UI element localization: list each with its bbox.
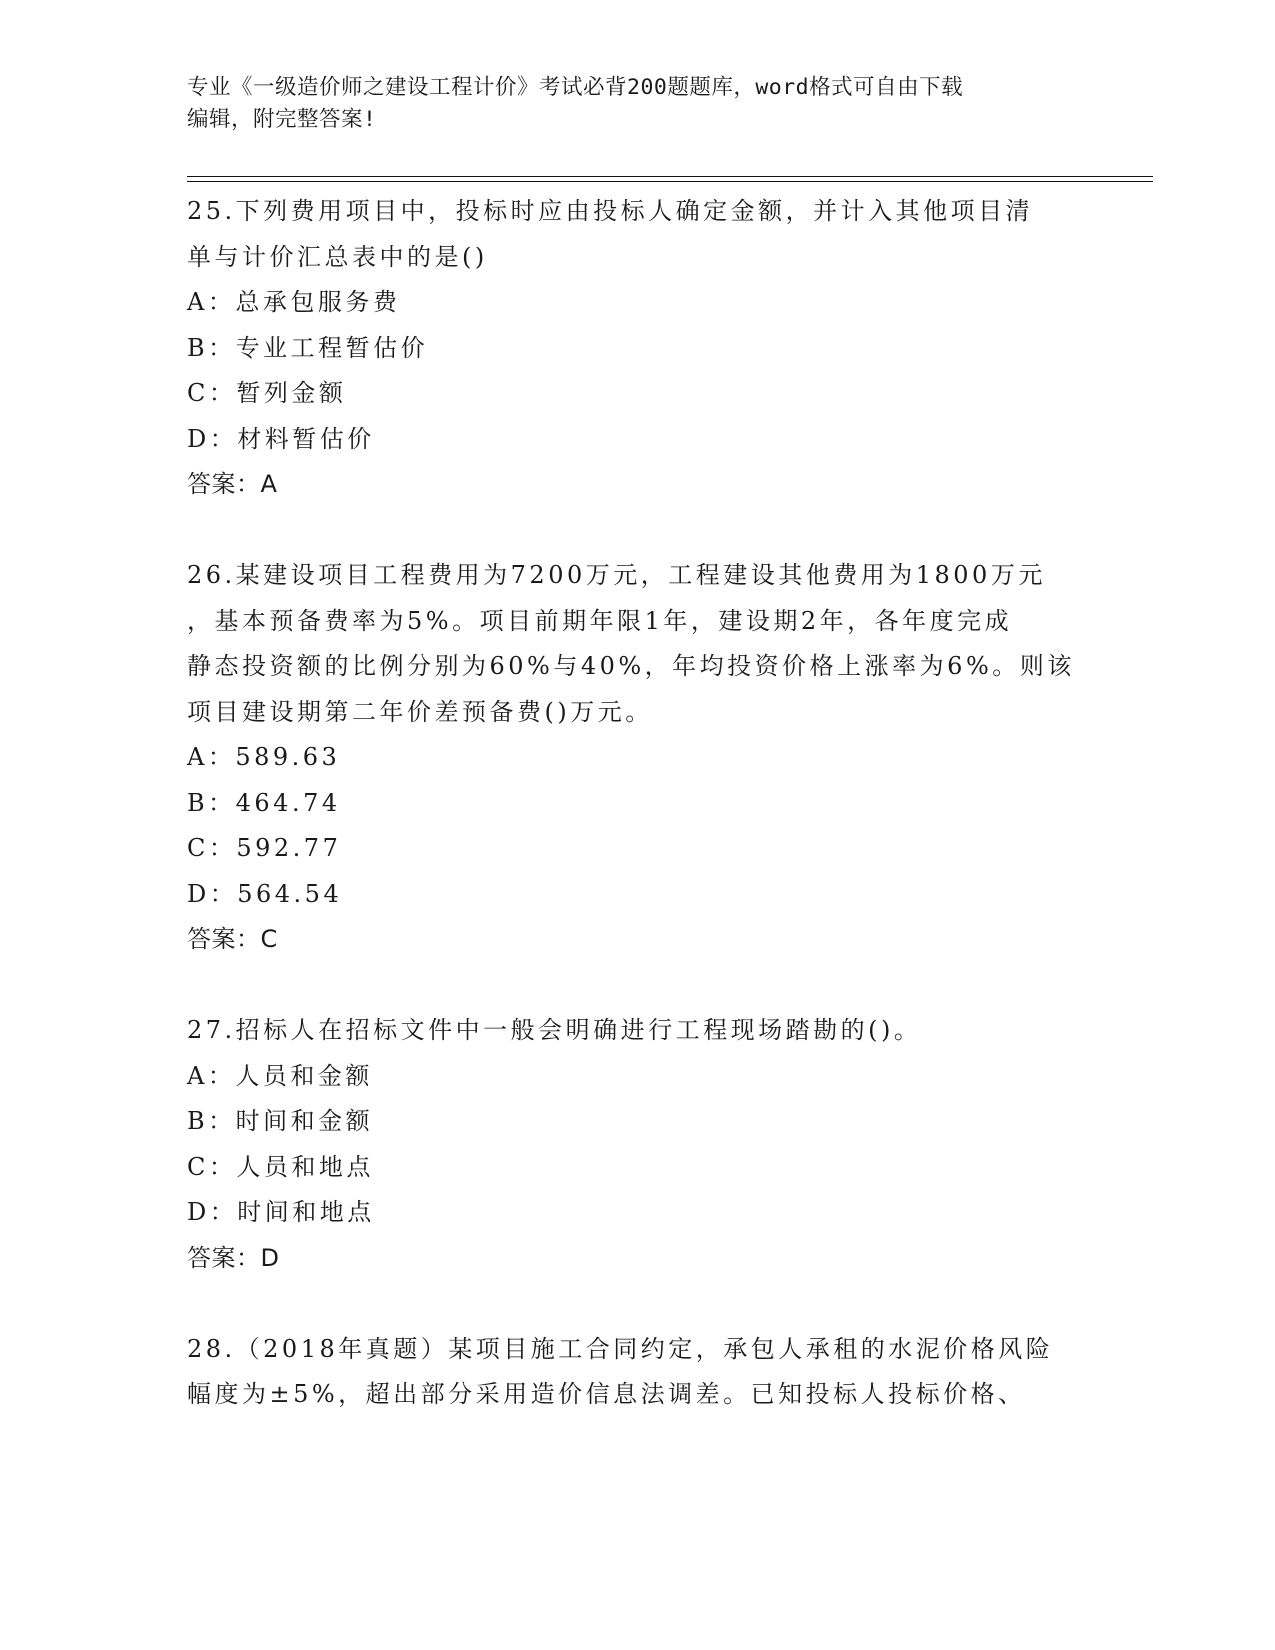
spacer (187, 1281, 1087, 1327)
option-b: B：专业工程暂估价 (187, 333, 429, 362)
option-a: A：总承包服务费 (187, 288, 401, 316)
spacer (187, 963, 1087, 1009)
question-text-line: 静态投资额的比例分别为60%与40%，年均投资价格上涨率为6%。则该 (187, 652, 1075, 680)
question-text-line: 幅度为±5%，超出部分采用造价信息法调差。已知投标人投标价格、 (187, 1380, 1026, 1408)
answer: 答案：A (187, 470, 278, 498)
question-text-line: 项目建设期第二年价差预备费()万元。 (187, 697, 653, 726)
document-header (187, 72, 1067, 136)
question-text-line: 25.下列费用项目中，投标时应由投标人确定金额，并计入其他项目清 (187, 197, 1034, 225)
option-c: C：暂列金额 (187, 379, 347, 407)
header-line-2: 编辑，附完整答案! (187, 107, 377, 132)
option-d: D：材料暂估价 (187, 424, 375, 453)
question-list (187, 189, 1087, 1418)
question-26 (187, 553, 1087, 963)
answer: 答案：C (187, 925, 278, 953)
question-27 (187, 1008, 1087, 1281)
question-text-line: 28.（2018年真题）某项目施工合同约定，承包人承租的水泥价格风险 (187, 1334, 1054, 1363)
question-text-line: 27.招标人在招标文件中一般会明确进行工程现场踏勘的()。 (187, 1016, 922, 1044)
question-25 (187, 189, 1087, 508)
header-line-1: 专业《一级造价师之建设工程计价》考试必背200题题库，word格式可自由下载 (187, 75, 964, 100)
option-b: B：时间和金额 (187, 1107, 374, 1135)
option-a: A：人员和金额 (187, 1061, 373, 1090)
option-b: B：464.74 (187, 788, 341, 817)
question-text-line: 26.某建设项目工程费用为7200万元，工程建设其他费用为1800万元 (187, 561, 1046, 589)
header-divider-bottom (187, 181, 1153, 182)
spacer (187, 508, 1087, 554)
header-divider-top (187, 176, 1153, 177)
option-a: A：589.63 (187, 743, 341, 771)
option-c: C：592.77 (187, 834, 342, 862)
option-d: D：时间和地点 (187, 1198, 375, 1226)
option-d: D：564.54 (187, 879, 343, 908)
option-c: C：人员和地点 (187, 1152, 374, 1181)
question-text-line: 单与计价汇总表中的是() (187, 242, 488, 271)
question-28 (187, 1327, 1087, 1418)
question-text-line: ，基本预备费率为5%。项目前期年限1年，建设期2年，各年度完成 (187, 606, 1013, 635)
answer: 答案：D (187, 1243, 280, 1272)
